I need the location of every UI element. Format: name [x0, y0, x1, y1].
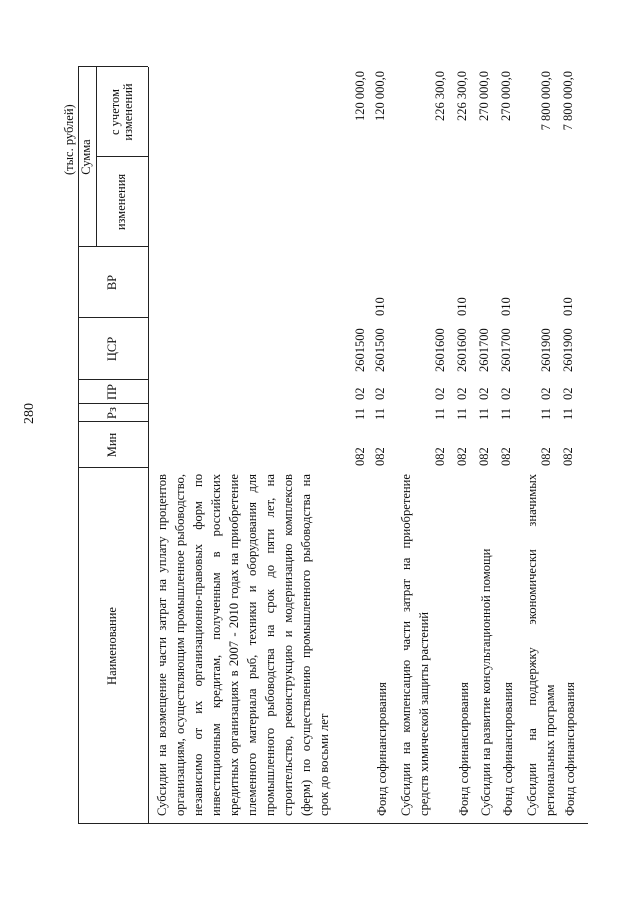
row-8-vr: 010	[561, 297, 575, 316]
row-2-csr: 2601500	[373, 328, 387, 372]
row-7-csr: 2601900	[539, 328, 553, 372]
header-bottom-line	[148, 67, 149, 824]
row-2-min: 082	[373, 447, 387, 466]
row-1-pr: 02	[353, 387, 367, 400]
row-2-vr: 010	[373, 297, 387, 316]
row-6-csr: 2601700	[499, 328, 513, 372]
row-7-rz: 11	[539, 407, 553, 420]
row-6-min: 082	[499, 447, 513, 466]
row-5-pr: 02	[477, 387, 491, 400]
row-4-vr: 010	[455, 297, 469, 316]
row-6-pr: 02	[499, 387, 513, 400]
row-2-pr: 02	[373, 387, 387, 400]
row-6-rz: 11	[499, 407, 513, 420]
header-sum: Сумма	[79, 139, 94, 175]
row-4-pr: 02	[455, 387, 469, 400]
row-8-min: 082	[561, 447, 575, 466]
row-1-csr: 2601500	[353, 328, 367, 372]
row-1-total: 120 000,0	[353, 71, 367, 121]
row-4-csr: 2601600	[455, 328, 469, 372]
row-8-name: Фонд софинансирования	[563, 682, 577, 816]
row-7-min: 082	[539, 447, 553, 466]
header-min: Мин	[105, 432, 120, 458]
row-2-name: Фонд софинансирования	[375, 682, 389, 816]
row-4-name: Фонд софинансирования	[457, 682, 471, 816]
header-csr: ЦСР	[105, 336, 120, 362]
row-5-csr: 2601700	[477, 328, 491, 372]
row-8-total: 7 800 000,0	[561, 71, 575, 131]
row-1-name: Субсидии на возмещение части затрат на уплату процентов организациям, осуществляющим промышленное рыбоводство, независимо от их организационно-правовых форм по инвестиционным кредитам, полученным в российских кредитных организациях в 2007 - 2010 годах на приобретение племенного материала рыб, техники и оборудования для промышленного рыбоводства на срок до пяти лет, на строительство, реконструкцию и модернизацию комплексов (ферм) по осуществлению промышленного рыбоводства на срок до восьми лет	[155, 474, 331, 816]
row-3-total: 226 300,0	[433, 71, 447, 121]
row-7-pr: 02	[539, 387, 553, 400]
row-5-total: 270 000,0	[477, 71, 491, 121]
row-6-vr: 010	[499, 297, 513, 316]
row-3-name: Субсидии на компенсацию части затрат на приобретение средств химической защиты растений	[399, 474, 431, 816]
row-1-rz: 11	[353, 407, 367, 420]
header-name: Наименование	[105, 607, 120, 685]
row-8-csr: 2601900	[561, 328, 575, 372]
row-2-total: 120 000,0	[373, 71, 387, 121]
header-pr: ПР	[105, 384, 120, 400]
header-with-changes: с учетом изменений	[107, 83, 135, 141]
row-5-name: Субсидии на развитие консультационной помощи	[479, 548, 493, 816]
row-7-total: 7 800 000,0	[539, 71, 553, 131]
header-vr: ВР	[105, 274, 120, 291]
row-1-min: 082	[353, 447, 367, 466]
page-number: 280	[22, 403, 37, 424]
row-6-total: 270 000,0	[499, 71, 513, 121]
row-3-csr: 2601600	[433, 328, 447, 372]
header-rz: Рз	[105, 407, 120, 419]
units-label: (тыс. рублей)	[62, 104, 76, 175]
row-4-total: 226 300,0	[455, 71, 469, 121]
row-8-rz: 11	[561, 407, 575, 420]
row-3-pr: 02	[433, 387, 447, 400]
row-4-min: 082	[455, 447, 469, 466]
row-3-min: 082	[433, 447, 447, 466]
row-7-name: Субсидии на поддержку экономически значимых региональных программ	[525, 474, 557, 816]
header-changes: изменения	[114, 173, 129, 231]
row-8-pr: 02	[561, 387, 575, 400]
row-4-rz: 11	[455, 407, 469, 420]
row-6-name: Фонд софинансирования	[501, 682, 515, 816]
body-border-bottom	[148, 823, 588, 824]
row-2-rz: 11	[373, 407, 387, 420]
row-3-rz: 11	[433, 407, 447, 420]
row-5-rz: 11	[477, 407, 491, 420]
row-5-min: 082	[477, 447, 491, 466]
